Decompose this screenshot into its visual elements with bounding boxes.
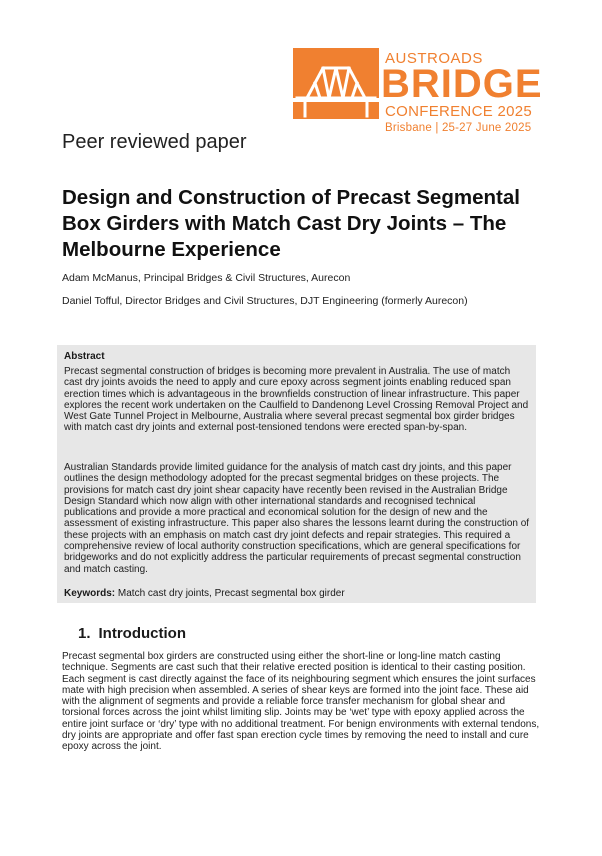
logo-location-date: Brisbane | 25-27 June 2025 — [385, 122, 532, 134]
section-heading — [78, 625, 186, 642]
paper-title: Design and Construction of Precast Segmental Box Girders with Match Cast Dry Joints – The Melbourne Experience — [62, 186, 520, 261]
logo-bridge: BRIDGE — [381, 62, 543, 106]
keywords-line — [64, 588, 345, 599]
author-1: Adam McManus, Principal Bridges & Civil Structures, Aurecon — [62, 272, 351, 284]
section-number: 1. — [78, 625, 91, 642]
section-title: Introduction — [98, 625, 186, 642]
conference-logo — [293, 48, 543, 138]
logo-conference: CONFERENCE 2025 — [385, 103, 533, 120]
paper-type-label: Peer reviewed paper — [62, 131, 247, 153]
abstract-heading: Abstract — [64, 351, 105, 362]
author-2: Daniel Tofful, Director Bridges and Civil Structures, DJT Engineering (formerly Aurecon) — [62, 295, 468, 307]
keywords-label: Keywords: — [64, 588, 116, 599]
introduction-paragraph: Precast segmental box girders are constructed using either the short-line or long-line match casting technique. Segments are cast such that their relative erected position is identical to their casting position. Each segment is cast directly against the face of its neighbouring segment which ensures the joint surfaces mate with high precision when assembled. A series of shear keys are formed into the joint face. These aid with the alignment of segments and provide a reliable force transfer mechanism for global shear and torsional forces across the joint whilst limiting slip. Joints may be ‘wet’ type with epoxy applied across the entire joint surface or ‘dry’ type with no additional treatment. For benign environments with external tendons, dry joints are appropriate and offer fast span erection cycle times by removing the need to install and cure epoxy across the joint. — [62, 651, 540, 753]
keywords-value: Match cast dry joints, Precast segmental box girder — [117, 588, 345, 599]
abstract-box — [57, 345, 536, 603]
logo-austroads: AUSTROADS — [385, 50, 483, 67]
abstract-paragraph-2: Australian Standards provide limited guidance for the analysis of match cast dry joints, and this paper outlines the design methodology adopted for the precast segmental bridges on these projects. The provisions for match cast dry joint shear capacity have recently been revised in the Australian Bridge Design Standard which now align with other international standards and recognised technical publications and provide a more practical and economical solution for the design of new and the assessment of existing infrastructure. This paper also shares the lessons learnt during the construction of these projects with an emphasis on match cast dry joint defects and repair strategies. This required a comprehensive review of local authority construction specifications, which are general specifications for bridgeworks and do not explicitly address the particular requirements of precast segmental construction and match casting. — [64, 462, 530, 575]
bridge-logo-icon — [293, 48, 379, 119]
abstract-paragraph-1: Precast segmental construction of bridges is becoming more prevalent in Australia. The use of match cast dry joints avoids the need to apply and cure epoxy across segment joints enabling reduced span erection times which is advantageous in the brownfields construction of linear infrastructure. This paper explores the recent work undertaken on the Caulfield to Dandenong Level Crossing Removal Project and West Gate Tunnel Project in Melbourne, Australia where several precast segmental box girder bridges with match cast dry joints and external post-tensioned tendons were erected span-by-span. — [64, 366, 529, 434]
